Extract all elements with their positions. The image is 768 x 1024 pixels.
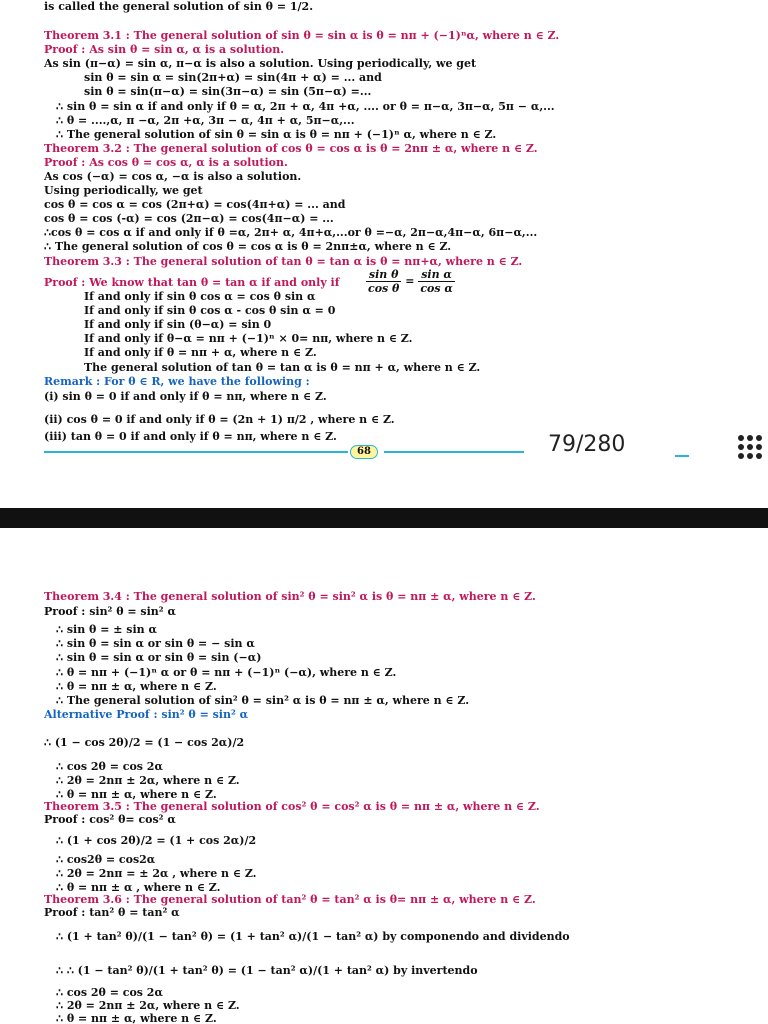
footer-rule-left — [44, 451, 348, 453]
theorem-3-4: Theorem 3.4 : The general solution of sin² θ = sin² α is θ = nπ ± α, where n ∈ Z. — [44, 590, 536, 603]
equation-line: ∴ θ = nπ + (−1)ⁿ α or θ = nπ + (−1)ⁿ (−α), where n ∈ Z. — [56, 666, 397, 679]
equation-line: ∴cos θ = cos α if and only if θ =α, 2π+ α, 4π+α,...or θ =−α, 2π−α,4π−α, 6π−α,... — [44, 226, 538, 239]
equation-line: If and only if θ = nπ + α, where n ∈ Z. — [84, 346, 317, 359]
equation-line: The general solution of tan θ = tan α is θ = nπ + α, where n ∈ Z. — [84, 361, 481, 374]
equation-line: ∴ cos 2θ = cos 2α — [56, 986, 163, 999]
equation-line: ∴ θ = nπ ± α, where n ∈ Z. — [56, 680, 217, 693]
proof-line — [44, 276, 339, 289]
fraction-line: ∴ (1 − cos 2θ)/2 = (1 − cos 2α)/2 — [44, 736, 245, 749]
numerator: sin α — [418, 268, 455, 282]
equals-sign: = — [405, 274, 415, 288]
equation-line: If and only if sin θ cos α - cos θ sin α = 0 — [84, 304, 336, 317]
fraction-group — [366, 268, 455, 295]
equation-line: ∴ θ = ....,α, π −α, 2π +α, 3π − α, 4π + α, 5π−α,... — [56, 114, 355, 127]
equation-line: ∴ The general solution of cos θ = cos α is θ = 2nπ±α, where n ∈ Z. — [44, 240, 452, 253]
theorem-3-6: Theorem 3.6 : The general solution of tan² θ = tan² α is θ= nπ ± α, where n ∈ Z. — [44, 893, 536, 906]
page-progress: 79/280 — [548, 432, 626, 457]
proof-line: Proof : cos² θ= cos² α — [44, 813, 176, 826]
text-line: Using periodically, we get — [44, 184, 203, 197]
proof-line: Proof : As sin θ = sin α, α is a solution. — [44, 43, 285, 56]
equation-line: ∴ 2θ = 2nπ ± 2α, where n ∈ Z. — [56, 774, 240, 787]
equation-line: ∴ The general solution of sin θ = sin α is θ = nπ + (−1)ⁿ α, where n ∈ Z. — [56, 128, 497, 141]
text-line: As cos (−α) = cos α, −α is also a solution. — [44, 170, 302, 183]
denominator: cos θ — [368, 282, 400, 295]
equation-line: ∴ cos2θ = cos2α — [56, 853, 156, 866]
numerator: sin θ — [366, 268, 401, 282]
equation-line: ∴ θ = nπ ± α , where n ∈ Z. — [56, 881, 221, 894]
fraction-line: ∴ (1 + tan² θ)/(1 − tan² θ) = (1 + tan² α)/(1 − tan² α) by componendo and dividendo — [56, 930, 570, 943]
equation-line: If and only if θ−α = nπ + (−1)ⁿ × 0= nπ, where n ∈ Z. — [84, 332, 413, 345]
proof-text: Proof : We know that tan θ = tan α if and only if — [44, 276, 340, 289]
proof-line: Proof : tan² θ = tan² α — [44, 906, 180, 919]
equation-line: ∴ sin θ = sin α or sin θ = sin (−α) — [56, 651, 262, 664]
fraction-line: ∴ ∴ (1 − tan² θ)/(1 + tan² θ) = (1 − tan² α)/(1 + tan² α) by invertendo — [56, 964, 478, 977]
equation-line: cos θ = cos (-α) = cos (2π−α) = cos(4π−α) = ... — [44, 212, 334, 225]
equation-line: ∴ sin θ = sin α if and only if θ = α, 2π + α, 4π +α, .... or θ = π−α, 3π−α, 5π − α,... — [56, 100, 555, 113]
theorem-3-5: Theorem 3.5 : The general solution of cos² θ = cos² α is θ = nπ ± α, where n ∈ Z. — [44, 800, 540, 813]
fraction — [418, 268, 455, 295]
equation-line: ∴ 2θ = 2nπ ± 2α, where n ∈ Z. — [56, 999, 240, 1012]
proof-line: Proof : sin² θ = sin² α — [44, 605, 176, 618]
alternative-proof: Alternative Proof : sin² θ = sin² α — [44, 708, 249, 721]
equation-line: sin θ = sin α = sin(2π+α) = sin(4π + α) = ... and — [84, 71, 382, 84]
equation-line: If and only if sin (θ−α) = sin 0 — [84, 318, 272, 331]
grid-dots-icon[interactable] — [738, 435, 762, 459]
theorem-3-2: Theorem 3.2 : The general solution of cos θ = cos α is θ = 2nπ ± α, where n ∈ Z. — [44, 142, 538, 155]
remark-item: (iii) tan θ = 0 if and only if θ = nπ, where n ∈ Z. — [44, 430, 337, 443]
equation-line: ∴ sin θ = ± sin α — [56, 623, 157, 636]
equation-line: ∴ The general solution of sin² θ = sin² α is θ = nπ ± α, where n ∈ Z. — [56, 694, 470, 707]
page-divider — [0, 508, 768, 528]
text-line: As sin (π−α) = sin α, π−α is also a solution. Using periodically, we get — [44, 57, 477, 70]
page-number-badge: 68 — [350, 445, 378, 459]
equation-line: cos θ = cos α = cos (2π+α) = cos(4π+α) = ... and — [44, 198, 346, 211]
equation-line: ∴ sin θ = sin α or sin θ = − sin α — [56, 637, 255, 650]
equation-line: ∴ cos 2θ = cos 2α — [56, 760, 163, 773]
progress-indicator — [675, 455, 689, 457]
remark-heading: Remark : For θ ∈ R, we have the following : — [44, 375, 310, 388]
equation-line: sin θ = sin(π−α) = sin(3π−α) = sin (5π−α) =... — [84, 85, 372, 98]
equation-line: ∴ θ = nπ ± α, where n ∈ Z. — [56, 788, 217, 801]
theorem-3-1: Theorem 3.1 : The general solution of sin θ = sin α is θ = nπ + (−1)ⁿα, where n ∈ Z. — [44, 29, 560, 42]
footer-rule-right — [384, 451, 524, 453]
document-page-68 — [0, 0, 768, 508]
equation-line: If and only if sin θ cos α = cos θ sin α — [84, 290, 316, 303]
equation-line: ∴ 2θ = 2nπ = ± 2α , where n ∈ Z. — [56, 867, 257, 880]
equation-line: ∴ θ = nπ ± α, where n ∈ Z. — [56, 1012, 217, 1024]
fraction — [366, 268, 401, 295]
fraction-line: ∴ (1 + cos 2θ)/2 = (1 + cos 2α)/2 — [56, 834, 257, 847]
intro-line: is called the general solution of sin θ = 1/2. — [44, 0, 314, 13]
remark-item: (i) sin θ = 0 if and only if θ = nπ, where n ∈ Z. — [44, 390, 327, 403]
document-page-69 — [0, 528, 768, 1024]
proof-line: Proof : As cos θ = cos α, α is a solution. — [44, 156, 288, 169]
remark-item: (ii) cos θ = 0 if and only if θ = (2n + 1) π/2 , where n ∈ Z. — [44, 413, 395, 426]
theorem-3-3: Theorem 3.3 : The general solution of tan θ = tan α is θ = nπ+α, where n ∈ Z. — [44, 255, 523, 268]
denominator: cos α — [420, 282, 453, 295]
